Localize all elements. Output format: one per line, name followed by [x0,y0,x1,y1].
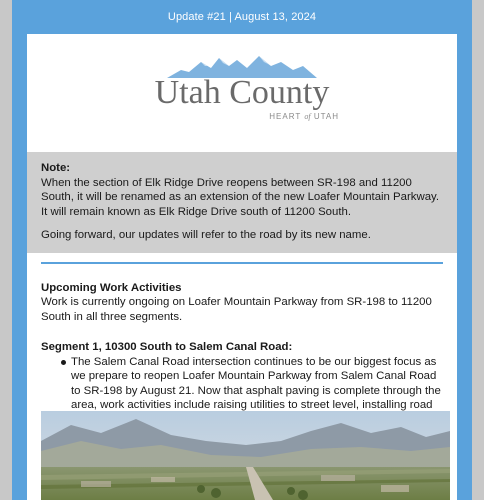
note-paragraph-2: Going forward, our updates will refer to the road by its new name. [41,229,371,241]
newsletter-frame [12,0,472,500]
upcoming-title: Upcoming Work Activities [41,281,182,294]
note-paragraph-1: When the section of Elk Ridge Drive reopens between SR-198 and 11200 South, it will be renamed as an extension of the new Loafer Mountain Parkway. It will remain known as Elk Ridge Drive south of 11200 South. [41,176,440,218]
section-divider [41,262,443,264]
utah-county-logo [27,34,457,140]
logo-name: Utah County [154,74,330,111]
newsletter-card [27,34,457,500]
update-header [12,0,472,34]
note-title: Note: [41,162,71,174]
upcoming-work-section [27,281,457,325]
logo-tagline: HEART of UTAH [269,112,339,121]
upcoming-body: Work is currently ongoing on Loafer Mountain Parkway from SR-198 to 11200 South in all three segments. [41,296,432,323]
bullet-dot-icon [61,360,66,365]
note-box [27,152,457,253]
list-item: The Salem Canal Road intersection continues to be our biggest focus as we prepare to reopen Loafer Mountain Parkway from Salem Canal Road to SR-198 by August 21. Now that asphalt paving is complete through the area, work activities include raising utilities to street level, installing road [41,355,443,428]
segment1-title: Segment 1, 10300 South to Salem Canal Road: [41,341,293,353]
update-line: Update #21 | August 13, 2024 [167,11,317,23]
valley-aerial-photo [41,411,450,500]
